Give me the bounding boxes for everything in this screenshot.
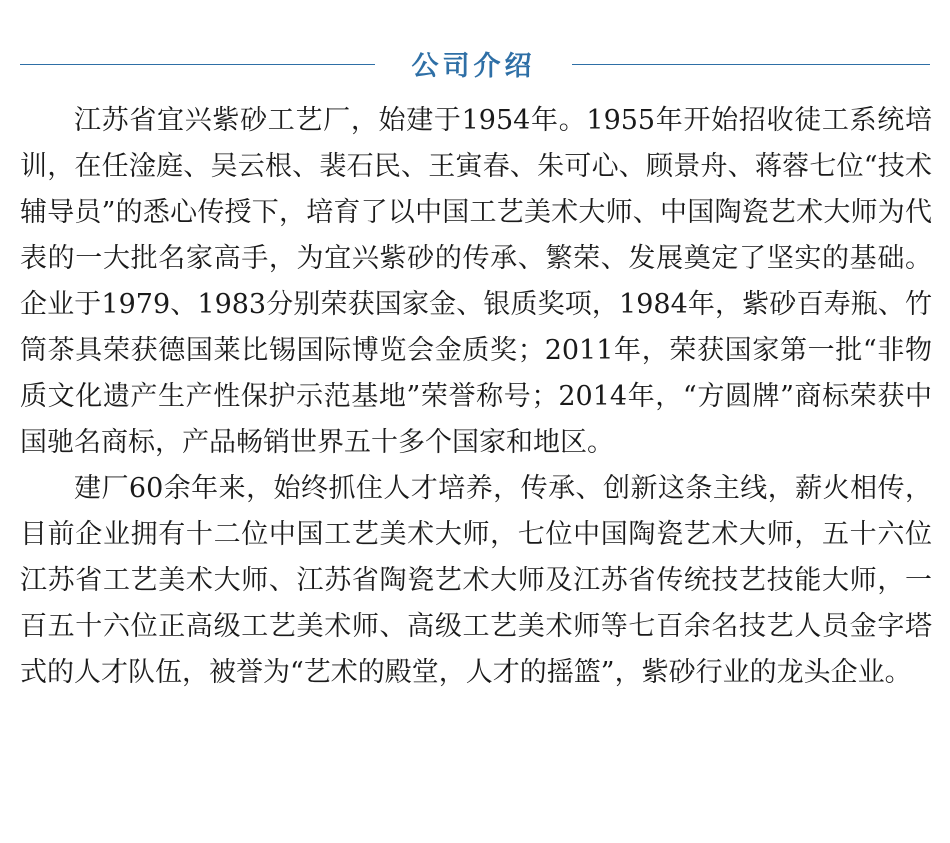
section-title: 公司介绍: [411, 51, 536, 82]
header-divider-right: [572, 64, 930, 65]
section-header: [0, 40, 950, 90]
intro-paragraph-talent: 建厂60余年来，始终抓住人才培养，传承、创新这条主线，薪火相传，目前企业拥有十二位中国工艺美术大师，七位中国陶瓷艺术大师，五十六位江苏省工艺美术大师、江苏省陶瓷艺术大师及江苏省传统技艺技能大师，一百五十六位正高级工艺美术师、高级工艺美术师等七百余名技艺人员金字塔式的人才队伍，被誉为“艺术的殿堂，人才的摇篮”，紫砂行业的龙头企业。: [20, 473, 932, 688]
header-divider-left: [20, 64, 375, 65]
company-intro-body: [20, 98, 932, 696]
intro-paragraph-history: 江苏省宜兴紫砂工艺厂，始建于1954年。1955年开始招收徒工系统培训，在任淦庭、吴云根、裴石民、王寅春、朱可心、顾景舟、蒋蓉七位“技术辅导员”的悉心传授下，培育了以中国工艺美术大师、中国陶瓷艺术大师为代表的一大批名家高手，为宜兴紫砂的传承、繁荣、发展奠定了坚实的基础。企业于1979、1983分别荣获国家金、银质奖项，1984年，紫砂百寿瓶、竹筒茶具荣获德国莱比锡国际博览会金质奖；2011年，荣获国家第一批“非物质文化遗产生产性保护示范基地”荣誉称号；2014年，“方圆牌”商标荣获中国驰名商标，产品畅销世界五十多个国家和地区。: [20, 105, 932, 458]
